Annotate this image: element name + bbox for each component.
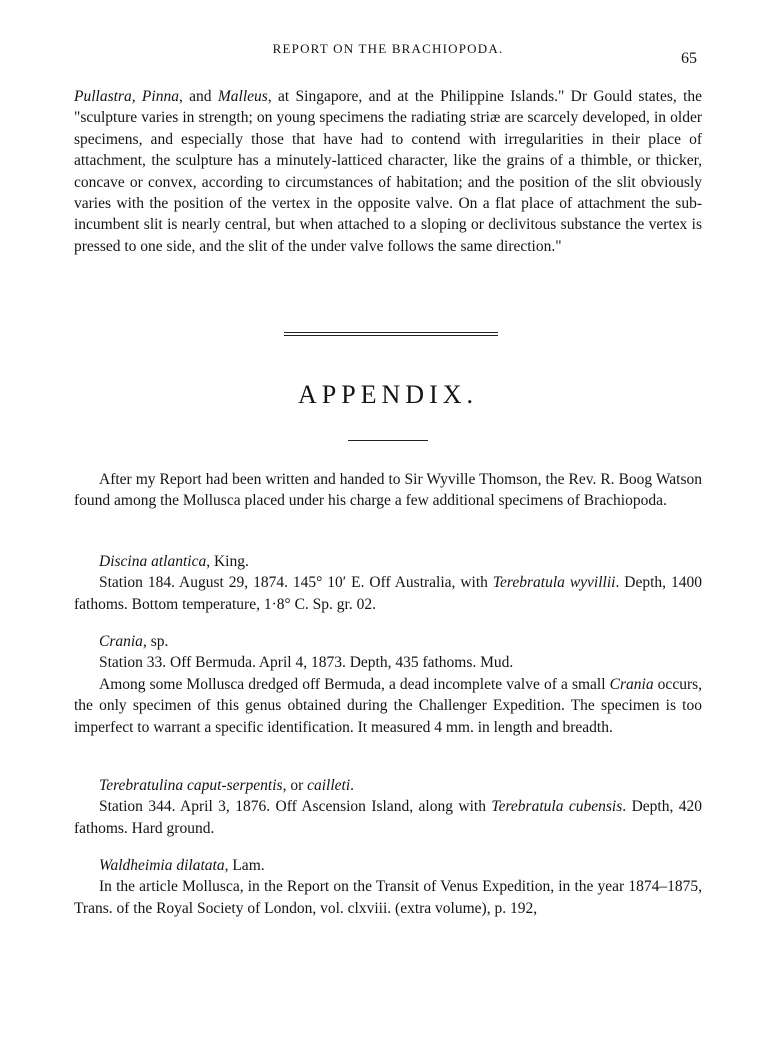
- station-record: Station 184. August 29, 1874. 145° 10′ E. Off Australia, with: [99, 574, 493, 592]
- associated-species: Terebratula wyvillii: [492, 574, 616, 592]
- name-tail: .: [350, 777, 355, 794]
- entry-waldheimia: [74, 855, 702, 919]
- section-divider: [284, 332, 498, 336]
- continuation-paragraph: [74, 86, 702, 257]
- associated-species: Terebratula cubensis: [491, 798, 623, 816]
- name-connector: , or: [282, 777, 308, 794]
- station-record-tail: . Depth, 1400 fathoms. Bottom temperature, 1·8° C. Sp. gr. 02.: [74, 574, 702, 613]
- heading-rule: [348, 440, 428, 441]
- continuation-text: ,: [131, 88, 142, 105]
- station-record: Station 33. Off Bermuda. April 4, 1873. Depth, 435 fathoms. Mud.: [99, 654, 514, 672]
- entry-terebratulina: [74, 775, 702, 839]
- intro-text: After my Report had been written and handed to Sir Wyville Thomson, the Rev. R. Boog Watson found among the Mollusca placed under his charge a few additional specimens of Brachiopoda.: [74, 471, 702, 510]
- specimen-note-tail: occurs, the only specimen of this genus obtained during the Challenger Expedition. The specimen is too imperfect to warrant a specific identification. It measured 4 mm. in length and breadth.: [74, 675, 703, 736]
- species-name: Crania: [99, 633, 143, 650]
- alt-species-name: cailleti: [307, 777, 351, 794]
- station-record-tail: . Depth, 420 fathoms. Hard ground.: [74, 798, 702, 837]
- appendix-heading: APPENDIX.: [297, 380, 479, 409]
- station-record: Station 344. April 3, 1876. Off Ascension Island, along with: [99, 798, 492, 816]
- species-author: , Lam.: [224, 857, 265, 874]
- continuation-text: , and: [178, 88, 218, 105]
- species-author: , sp.: [142, 633, 169, 650]
- genus-pinna: Pinna: [141, 88, 179, 105]
- genus-malleus: Malleus: [217, 88, 268, 105]
- genus-crania: Crania: [609, 675, 654, 693]
- entry-crania: [74, 631, 702, 738]
- specimen-note: Among some Mollusca dredged off Bermuda, a dead incomplete valve of a small: [99, 675, 610, 693]
- continuation-text: , at Singapore, and at the Philippine Islands." Dr Gould states, the "sculpture varies in strength; on young specimens the radiating striæ are scarcely developed, in older specimens, and especially those that have had to contend with irregularities in their place of attachment, the sculpture has a minutely-latticed character, like the grains of a thimble, or thicker, concave or convex, according to circumstances of habitation; and the position of the slit obviously varies with the position of the vertex in the opposite valve. On a flat place of attachment the sub-incumbent slit is nearly central, but when attached to a sloping or declivitous substance the vertex is pressed to one side, and the slit of the under valve follows the same direction.": [74, 88, 703, 255]
- genus-pullastra: Pullastra: [74, 88, 132, 105]
- entry-discina: [74, 551, 702, 615]
- running-head: REPORT ON THE BRACHIOPODA.: [272, 41, 504, 56]
- species-author: , King.: [206, 553, 249, 570]
- species-name: Discina atlantica: [99, 553, 207, 570]
- species-name: Terebratulina caput-serpentis: [99, 777, 283, 794]
- page-number: 65: [681, 50, 697, 67]
- species-name: Waldheimia dilatata: [99, 857, 225, 874]
- appendix-intro: [74, 469, 702, 512]
- specimen-note: In the article Mollusca, in the Report on the Transit of Venus Expedition, in the year 1874–1875, Trans. of the Royal Society of London, vol. clxviii. (extra volume), p. 192,: [74, 878, 702, 917]
